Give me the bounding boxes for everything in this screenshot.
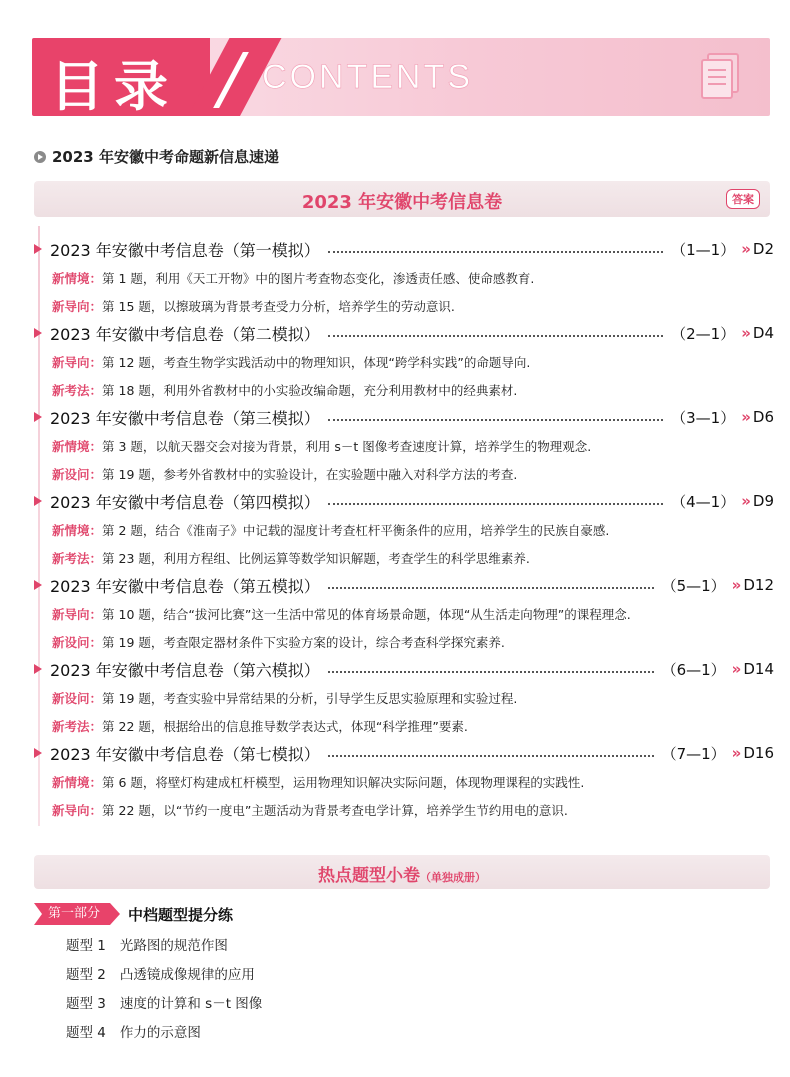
- dot-leader: [328, 663, 654, 673]
- entry-head[interactable]: [34, 740, 774, 766]
- section-bar: [34, 181, 770, 217]
- part-tag: 第一部分: [34, 903, 110, 925]
- note-text: 第 15 题，以擦玻璃为背景考查受力分析，培养学生的劳动意识.: [102, 299, 455, 314]
- topic-num: 题型 2: [66, 967, 106, 983]
- entry-range: （2—1）: [671, 324, 736, 343]
- note-label: 新设问：: [52, 635, 103, 650]
- entry-head[interactable]: [34, 572, 774, 598]
- toc-entry-2[interactable]: [0, 320, 790, 404]
- dot-leader: [328, 747, 654, 757]
- topic-num: 题型 4: [66, 1025, 106, 1041]
- note-label: 新考法：: [52, 719, 103, 734]
- dot-leader: [328, 579, 654, 589]
- arrow-bullet-icon: [34, 328, 42, 338]
- note-text: 第 3 题，以航天器交会对接为背景，利用 s－t 图像考查速度计算，培养学生的物理观念.: [102, 439, 592, 454]
- section-title: 2023 年安徽中考信息卷: [301, 192, 503, 213]
- note-text: 第 2 题，结合《淮南子》中记载的湿度计考查杠杆平衡条件的应用，培养学生的民族自豪感.: [102, 523, 610, 538]
- note-text: 第 19 题，考查实验中异常结果的分析，引导学生反思实验原理和实验过程.: [102, 691, 518, 706]
- dot-leader: [328, 411, 663, 421]
- topic-name: 作力的示意图: [119, 1025, 201, 1041]
- hot-title-text: 热点题型小卷: [318, 866, 420, 886]
- intro-text: 2023 年安徽中考命题新信息速递: [52, 148, 279, 166]
- part-row[interactable]: [34, 903, 233, 925]
- entry-range: （7—1）: [661, 744, 726, 763]
- entry-title: 2023 年安徽中考信息卷（第四模拟）: [50, 492, 320, 512]
- entry-note: [52, 381, 517, 399]
- chevron-icon: »: [741, 240, 751, 258]
- toc-entry-4[interactable]: [0, 488, 790, 572]
- topic-name: 速度的计算和 s－t 图像: [119, 996, 263, 1012]
- entry-page: D6: [752, 408, 774, 426]
- toc-entry-3[interactable]: [0, 404, 790, 488]
- note-text: 第 18 题，利用外省教材中的小实验改编命题，充分利用教材中的经典素材.: [102, 383, 518, 398]
- entry-page: D12: [743, 576, 774, 594]
- arrow-bullet-icon: [34, 580, 42, 590]
- topic-name: 光路图的规范作图: [119, 938, 228, 954]
- answer-badge: 答案: [726, 189, 760, 209]
- arrow-bullet-icon: [34, 412, 42, 422]
- note-text: 第 23 题，利用方程组、比例运算等数学知识解题，考查学生的科学思维素养.: [102, 551, 530, 566]
- entry-note: [52, 633, 505, 651]
- entry-page: D9: [752, 492, 774, 510]
- topic-item[interactable]: [66, 963, 255, 983]
- entry-note: [52, 773, 584, 791]
- entry-note: [52, 269, 534, 287]
- entry-page: D2: [752, 240, 774, 258]
- entry-title: 2023 年安徽中考信息卷（第七模拟）: [50, 744, 320, 764]
- note-text: 第 19 题，考查限定器材条件下实验方案的设计，综合考查科学探究素养.: [102, 635, 505, 650]
- entry-head[interactable]: [34, 320, 774, 346]
- note-text: 第 19 题，参考外省教材中的实验设计，在实验题中融入对科学方法的考查.: [102, 467, 518, 482]
- entry-title: 2023 年安徽中考信息卷（第五模拟）: [50, 576, 320, 596]
- entry-title: 2023 年安徽中考信息卷（第三模拟）: [50, 408, 320, 428]
- contents-header: [32, 38, 770, 116]
- entry-title: 2023 年安徽中考信息卷（第六模拟）: [50, 660, 320, 680]
- entry-note: [52, 465, 517, 483]
- topic-item[interactable]: [66, 992, 262, 1012]
- entry-head[interactable]: [34, 488, 774, 514]
- note-text: 第 12 题，考查生物学实践活动中的物理知识，体现“跨学科实践”的命题导向.: [102, 355, 531, 370]
- entry-note: [52, 605, 631, 623]
- arrow-bullet-icon: [34, 496, 42, 506]
- entry-note: [52, 549, 530, 567]
- note-text: 第 22 题，根据给出的信息推导数学表达式，体现“科学推理”要素.: [102, 719, 468, 734]
- dot-leader: [328, 327, 663, 337]
- chevron-icon: »: [741, 492, 751, 510]
- chevron-icon: »: [731, 744, 742, 762]
- entry-range: （3—1）: [671, 408, 736, 427]
- entry-note: [52, 437, 591, 455]
- note-label: 新考法：: [52, 383, 103, 398]
- note-label: 新情境：: [52, 775, 103, 790]
- entry-note: [52, 297, 455, 315]
- entry-range: （1—1）: [671, 240, 736, 259]
- hot-topics-title: [34, 861, 770, 886]
- entry-note: [52, 521, 609, 539]
- entry-note: [52, 353, 530, 371]
- arrow-bullet-icon: [34, 244, 42, 254]
- dot-leader: [328, 243, 663, 253]
- topic-name: 凸透镜成像规律的应用: [119, 967, 255, 983]
- note-label: 新导向：: [52, 299, 103, 314]
- entry-range: （5—1）: [661, 576, 726, 595]
- note-label: 新导向：: [52, 355, 103, 370]
- header-title-en: CONTENTS: [262, 58, 473, 96]
- topic-num: 题型 1: [66, 938, 106, 954]
- header-title-cn: 目录: [50, 55, 178, 116]
- toc-entry-5[interactable]: [0, 572, 790, 656]
- hot-topics-bar: [34, 855, 770, 889]
- entry-note: [52, 717, 468, 735]
- chevron-icon: »: [741, 408, 751, 426]
- part-name: 中档题型提分练: [128, 905, 234, 924]
- toc-entry-6[interactable]: [0, 656, 790, 740]
- note-label: 新考法：: [52, 551, 103, 566]
- entry-title: 2023 年安徽中考信息卷（第二模拟）: [50, 324, 320, 344]
- note-label: 新设问：: [52, 691, 103, 706]
- entry-range: （4—1）: [671, 492, 736, 511]
- entry-page: D4: [752, 324, 774, 342]
- note-label: 新导向：: [52, 607, 103, 622]
- note-text: 第 10 题，结合“拔河比赛”这一生活中常见的体育场景命题，体现“从生活走向物理”的课程理念.: [102, 607, 631, 622]
- entry-page: D14: [743, 660, 774, 678]
- hot-subtitle: （单独成册）: [420, 871, 486, 884]
- chevron-icon: »: [731, 660, 742, 678]
- note-label: 新情境：: [52, 271, 103, 286]
- arrow-bullet-icon: [34, 664, 42, 674]
- topic-num: 题型 3: [66, 996, 106, 1012]
- chevron-icon: »: [731, 576, 742, 594]
- topic-item[interactable]: [66, 1021, 201, 1041]
- entry-title: 2023 年安徽中考信息卷（第一模拟）: [50, 240, 320, 260]
- chevron-icon: »: [741, 324, 751, 342]
- note-label: 新导向：: [52, 803, 103, 818]
- note-label: 新情境：: [52, 523, 103, 538]
- entry-head[interactable]: [34, 656, 774, 682]
- document-stack-icon: [696, 52, 742, 104]
- note-text: 第 1 题，利用《天工开物》中的图片考查物态变化，渗透责任感、使命感教育.: [102, 271, 535, 286]
- topic-item[interactable]: [66, 934, 228, 954]
- entry-head[interactable]: [34, 404, 774, 430]
- note-text: 第 6 题，将壁灯构建成杠杆模型，运用物理知识解决实际问题，体现物理课程的实践性.: [102, 775, 585, 790]
- note-label: 新情境：: [52, 439, 103, 454]
- note-label: 新设问：: [52, 467, 103, 482]
- note-text: 第 22 题，以“节约一度电”主题活动为背景考查电学计算，培养学生节约用电的意识.: [102, 803, 568, 818]
- entry-list: [0, 236, 790, 824]
- entry-note: [52, 689, 517, 707]
- entry-note: [52, 801, 568, 819]
- toc-entry-1[interactable]: [0, 236, 790, 320]
- dot-leader: [328, 495, 663, 505]
- arrow-bullet-icon: [34, 748, 42, 758]
- toc-entry-7[interactable]: [0, 740, 790, 824]
- entry-page: D16: [743, 744, 774, 762]
- intro-line[interactable]: [34, 146, 279, 167]
- play-bullet-icon: [34, 151, 46, 163]
- entry-head[interactable]: [34, 236, 774, 262]
- entry-range: （6—1）: [661, 660, 726, 679]
